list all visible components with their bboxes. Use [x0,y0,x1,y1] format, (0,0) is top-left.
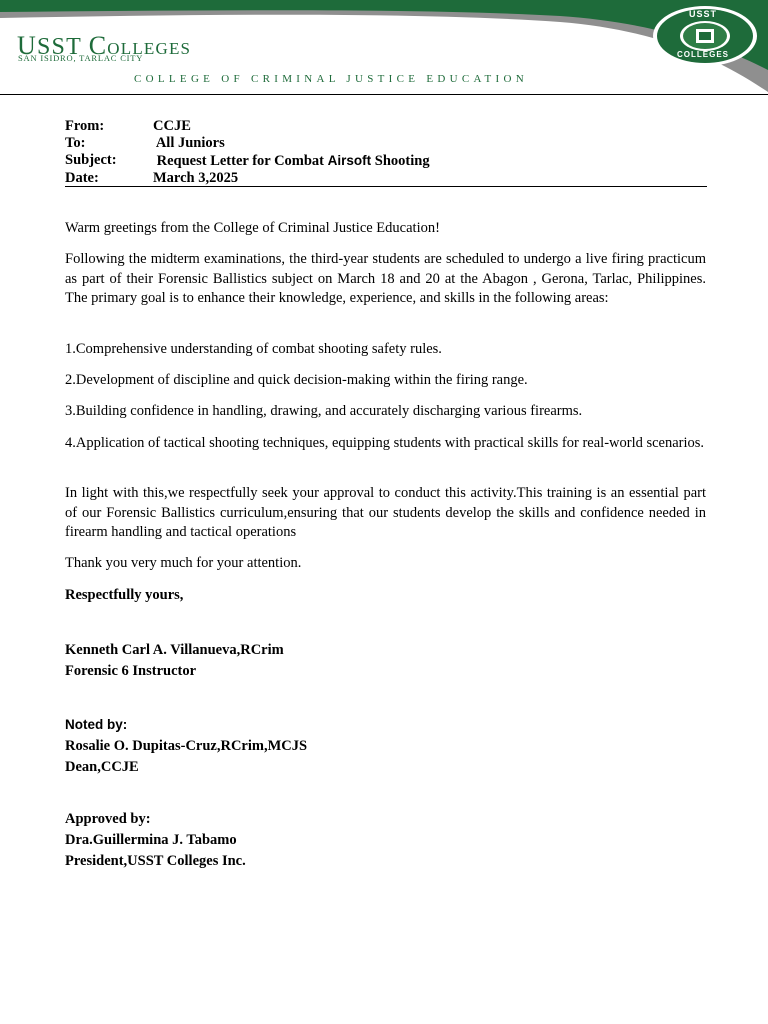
to-label: To: [65,135,86,151]
noted-title: Dean,CCJE [65,759,139,775]
noted-label: Noted by: [65,717,128,732]
greeting-paragraph: Warm greetings from the College of Criminal Justice Education! [65,220,440,236]
memo-from-row [65,118,707,135]
approved-label: Approved by: [65,811,151,827]
letterhead [0,0,768,96]
from-label: From: [65,118,105,134]
college-address: SAN ISIDRO, TARLAC CITY [18,53,144,63]
memo-date-row [65,170,707,187]
approved-name: Dra.Guillermina J. Tabamo [65,832,237,848]
subject-label: Subject: [65,152,117,168]
request-paragraph: In light with this,we respectfully seek your approval to conduct this activity.This training is an essential part of our Forensic Ballistics curriculum,ensuring that our students develop the skills and confidence needed in firearm handling and tactical operations [65,485,706,540]
date-value: March 3,2025 [153,170,239,186]
memo-to-row [65,135,707,152]
sender-name: Kenneth Carl A. Villanueva,RCrim [65,642,284,658]
date-label: Date: [65,170,99,186]
intro-paragraph: Following the midterm examinations, the third-year students are scheduled to undergo a live firing practicum as part of their Forensic Ballistics subject on March 18 and 20 at the Abagon , Gerona, Tarlac, Philippines. The primary goal is to enhance their knowledge, experience, and skills in the following areas: [65,251,706,306]
department-name: COLLEGE OF CRIMINAL JUSTICE EDUCATION [134,73,528,85]
college-seal [651,5,759,67]
seal-bottom-text: COLLEGES [677,50,730,59]
thanks-paragraph: Thank you very much for your attention. [65,555,302,571]
header-divider [0,94,768,95]
memo-subject-row [65,152,707,170]
from-value: CCJE [153,118,191,134]
subject-value: Request Letter for Combat Airsoft Shooting [153,153,430,169]
list-item: 3.Building confidence in handling, drawing, and accurately discharging various firearms. [65,403,583,419]
to-value: All Juniors [153,135,225,151]
seal-top-text: USST [689,9,718,19]
noted-name: Rosalie O. Dupitas-Cruz,RCrim,MCJS [65,738,308,754]
approved-title: President,USST Colleges Inc. [65,853,246,869]
college-name: USST Colleges [17,31,192,60]
memo-header [65,118,707,187]
closing-text: Respectfully yours, [65,587,184,603]
sender-title: Forensic 6 Instructor [65,663,197,679]
list-item: 1.Comprehensive understanding of combat shooting safety rules. [65,341,442,357]
memo-divider [65,186,707,187]
list-item: 4.Application of tactical shooting techniques, equipping students with practical skills for real-world scenarios. [65,435,705,451]
list-item: 2.Development of discipline and quick decision-making within the firing range. [65,372,528,388]
